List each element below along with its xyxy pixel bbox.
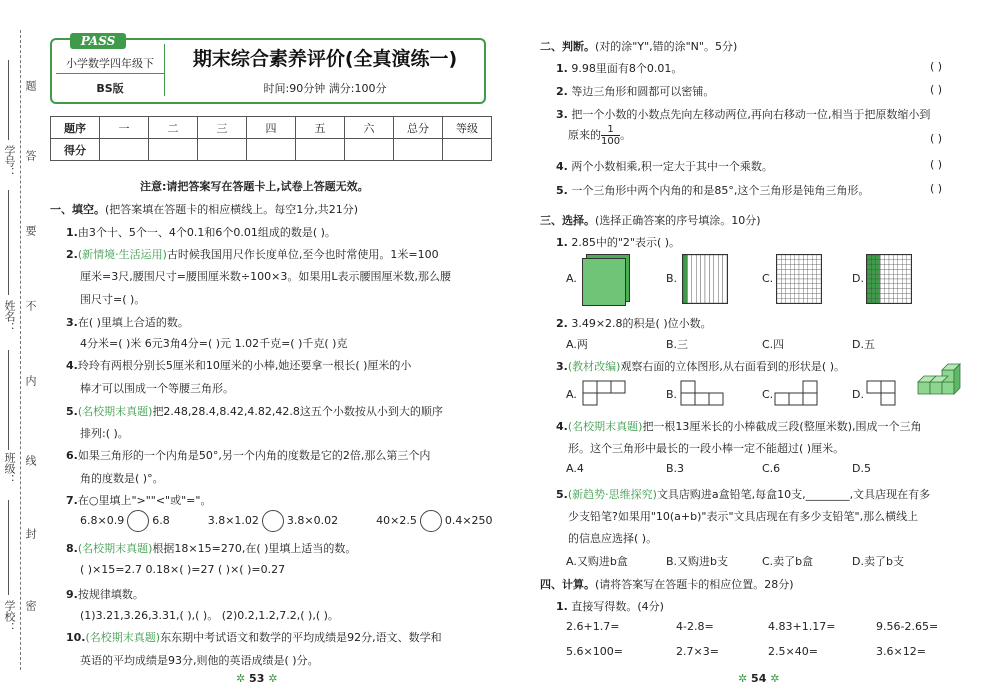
shape-c-icon xyxy=(774,380,822,406)
section-calc: 四、计算。(请将答案写在答题卡的相应位置。28分) xyxy=(540,578,794,591)
choice-4-b-opt[interactable]: B.3 xyxy=(666,462,685,475)
choice-2-a[interactable]: A.两 xyxy=(566,338,588,351)
question-line: 8.(名校期末真题)根据18×15=270,在( )里填上适当的数。 xyxy=(66,542,357,555)
question-line: 排列:( )。 xyxy=(80,427,129,440)
compare-circle[interactable] xyxy=(262,510,284,532)
question-line: 2.(新情境·生活运用)古时候我国用尺作长度单位,至今也时常使用。1米=100 xyxy=(66,248,439,261)
calc-item: 2.6+1.7= xyxy=(566,620,620,633)
question-line: 4分米=( )米 6元3角4分=( )元 1.02千克=( )千克( )克 xyxy=(80,337,348,350)
seal-word: 内 xyxy=(24,375,37,386)
question-line: 7.在○里填上">""<"或"="。 xyxy=(66,494,212,507)
choice-5: 5.(新趋势·思维探究)文具店购进a盒铅笔,每盒10支,________,文具店现在有多 xyxy=(556,488,931,501)
school-blank-line xyxy=(8,500,9,595)
score-cell[interactable] xyxy=(100,139,149,161)
leaf-icon: ✲ xyxy=(766,672,780,685)
id-label: 学号： xyxy=(3,145,16,178)
question-line: 9.按规律填数。 xyxy=(66,588,144,601)
leaf-icon: ✲ xyxy=(738,672,752,685)
judge-item: 4. 两个小数相乘,积一定大于其中一个乘数。 xyxy=(556,160,773,173)
score-head: 四 xyxy=(247,117,296,139)
question-line: 5.(名校期末真题)把2.48,28.4,8.42,4.82,42.8这五个小数按从小到大的顺序 xyxy=(66,405,443,418)
judge-item: 1. 9.98里面有8个0.01。 xyxy=(556,62,683,75)
fraction: $\frac{1}{100}$ xyxy=(601,124,621,147)
opt-b-label[interactable]: B. xyxy=(666,272,678,285)
question-line: 英语的平均成绩是93分,则他的英语成绩是( )分。 xyxy=(80,654,319,667)
choice-1: 1. 2.85中的"2"表示( )。 xyxy=(556,236,681,249)
choice-5-c: 的信息应选择( )。 xyxy=(568,532,658,545)
question-line: 10.(名校期末真题)东东期中考试语文和数学的平均成绩是92分,语文、数学和 xyxy=(66,631,442,644)
answer-paren[interactable]: ( ) xyxy=(930,158,943,171)
hundredths-grid-icon xyxy=(866,254,912,304)
score-row-label: 得分 xyxy=(51,139,100,161)
opt-d-label[interactable]: D. xyxy=(852,272,864,285)
score-head: 二 xyxy=(149,117,198,139)
opt-a-label[interactable]: A. xyxy=(566,272,577,285)
pass-logo: PASS xyxy=(70,33,126,49)
calc-item: 9.56-2.65= xyxy=(876,620,939,633)
judge-item: 3. 把一个小数的小数点先向左移动两位,再向右移动一位,相当于把原数缩小到 xyxy=(556,108,931,121)
page-title: 期末综合素养评价(全真演练一) xyxy=(192,48,458,70)
choice-3-d[interactable]: D. xyxy=(852,388,864,401)
question-line: 棒才可以围成一个等腰三角形。 xyxy=(80,382,234,395)
shape-d-icon xyxy=(866,380,900,406)
calc-item: 4.83+1.17= xyxy=(768,620,836,633)
answer-paren[interactable]: ( ) xyxy=(930,182,943,195)
header-split xyxy=(56,73,164,74)
class-label: 班级： xyxy=(3,452,16,485)
seal-word: 封 xyxy=(24,528,37,539)
judge-3-cont: 原来的 $\frac{1}{100}$ 。 xyxy=(568,124,632,147)
score-head: 题序 xyxy=(51,117,100,139)
answer-paren[interactable]: ( ) xyxy=(930,60,943,73)
seal-word: 题 xyxy=(24,80,37,91)
page-number-left: ✲ 53 ✲ xyxy=(236,672,278,685)
tenths-grid-icon xyxy=(682,254,728,304)
judge-item: 2. 等边三角形和圆都可以密铺。 xyxy=(556,85,715,98)
seal-word: 线 xyxy=(24,455,37,466)
seal-word: 不 xyxy=(24,300,37,311)
name-label: 姓名： xyxy=(3,300,16,333)
choice-2-c[interactable]: C.四 xyxy=(762,338,785,351)
choice-3: 3.(教材改编)观察右面的立体图形,从右面看到的形状是( )。 xyxy=(556,360,846,373)
question-line: 厘米=3尺,腰围尺寸=腰围厘米数÷100×3。如果用L表示腰围厘米数,那么腰 xyxy=(80,270,451,283)
score-head: 等级 xyxy=(443,117,492,139)
question-line: ( )×15=2.7 0.18×( )=27 ( )×( )=0.27 xyxy=(80,563,286,576)
calc-item: 2.5×40= xyxy=(768,645,818,658)
binding-dash-line xyxy=(20,30,21,670)
section-fill: 一、填空。(把答案填在答题卡的相应横线上。每空1分,共21分) xyxy=(50,203,359,216)
score-cell[interactable] xyxy=(198,139,247,161)
id-blank-line xyxy=(8,60,9,140)
score-cell[interactable] xyxy=(394,139,443,161)
choice-5-c-opt[interactable]: C.卖了b盒 xyxy=(762,555,814,568)
choice-2: 2. 3.49×2.8的积是( )位小数。 xyxy=(556,317,712,330)
question-line: (1)3.21,3.26,3.31,( ),( )。 (2)0.2,1.2,7.2,( ),( )。 xyxy=(80,609,339,622)
compare-circle[interactable] xyxy=(420,510,442,532)
score-head: 一 xyxy=(100,117,149,139)
seal-word: 答 xyxy=(24,150,37,161)
leaf-icon: ✲ xyxy=(236,672,250,685)
choice-3-c[interactable]: C. xyxy=(762,388,774,401)
page-number-right: ✲ 54 ✲ xyxy=(738,672,780,685)
section-judge: 二、判断。(对的涂"Y",错的涂"N"。5分) xyxy=(540,40,738,53)
question-line: 角的度数是( )°。 xyxy=(80,472,164,485)
shape-b-icon xyxy=(680,380,728,406)
question-line: 6.如果三角形的一个内角是50°,另一个内角的度数是它的2倍,那么第三个内 xyxy=(66,449,431,462)
choice-3-b[interactable]: B. xyxy=(666,388,678,401)
choice-4-b: 形。这个三角形中最长的一段小棒一定不能超过( )厘米。 xyxy=(568,442,845,455)
choice-4-d[interactable]: D.5 xyxy=(852,462,871,475)
name-blank-line xyxy=(8,190,9,295)
score-cell[interactable] xyxy=(247,139,296,161)
opt-c-label[interactable]: C. xyxy=(762,272,774,285)
compare-row: 6.8×0.9 6.8 3.8×1.02 3.8×0.02 40×2.5 0.4×250 xyxy=(80,510,493,532)
answer-paren[interactable]: ( ) xyxy=(930,132,943,145)
question-line: 4.玲玲有两根分别长5厘米和10厘米的小棒,她还要拿一根长( )厘米的小 xyxy=(66,359,412,372)
leaf-icon: ✲ xyxy=(264,672,278,685)
question-line: 3.在( )里填上合适的数。 xyxy=(66,316,189,329)
school-label: 学校： xyxy=(3,600,16,633)
score-cell[interactable] xyxy=(443,139,492,161)
section-choice: 三、选择。(选择正确答案的序号填涂。10分) xyxy=(540,214,761,227)
score-head: 总分 xyxy=(394,117,443,139)
hundredths-grid-icon xyxy=(776,254,822,304)
choice-4-c[interactable]: C.6 xyxy=(762,462,781,475)
choice-5-a[interactable]: A.又购进b盒 xyxy=(566,555,628,568)
choice-2-d[interactable]: D.五 xyxy=(852,338,875,351)
shape-a-icon xyxy=(582,380,640,406)
calc-item: 4-2.8= xyxy=(676,620,714,633)
score-cell[interactable] xyxy=(345,139,394,161)
notice: 注意:请把答案写在答题卡上,试卷上答题无效。 xyxy=(140,180,369,193)
seal-word: 要 xyxy=(24,225,37,236)
score-table xyxy=(50,116,492,161)
seal-word: 密 xyxy=(24,600,37,611)
calc-item: 3.6×12= xyxy=(876,645,926,658)
calc-item: 2.7×3= xyxy=(676,645,719,658)
cube-solid-icon xyxy=(912,360,968,400)
choice-5-d[interactable]: D.卖了b支 xyxy=(852,555,904,568)
score-head: 三 xyxy=(198,117,247,139)
calc-title: 1. 直接写得数。(4分) xyxy=(556,600,664,613)
choice-5-b: 少支铅笔?如果用"10(a+b)"表示"文具店现在有多少支铅笔",那么横线上 xyxy=(568,510,919,523)
binding-margin xyxy=(0,0,40,695)
score-head: 五 xyxy=(296,117,345,139)
grade-label: 小学数学四年级下 xyxy=(66,57,154,70)
question-line: 围尺寸=( )。 xyxy=(80,293,146,306)
choice-5-b-opt[interactable]: B.又购进b支 xyxy=(666,555,729,568)
time-score: 时间:90分钟 满分:100分 xyxy=(263,82,387,95)
score-cell[interactable] xyxy=(149,139,198,161)
compare-circle[interactable] xyxy=(127,510,149,532)
score-head: 六 xyxy=(345,117,394,139)
choice-4: 4.(名校期末真题)把一根13厘米长的小棒截成三段(整厘米数),围成一个三角 xyxy=(556,420,922,433)
choice-3-a[interactable]: A. xyxy=(566,388,577,401)
choice-4-a[interactable]: A.4 xyxy=(566,462,584,475)
calc-item: 5.6×100= xyxy=(566,645,623,658)
header-divider xyxy=(164,44,165,96)
question-line: 1.由3个十、5个一、4个0.1和6个0.01组成的数是( )。 xyxy=(66,226,336,239)
judge-item: 5. 一个三角形中两个内角的和是85°,这个三角形是钝角三角形。 xyxy=(556,184,870,197)
answer-paren[interactable]: ( ) xyxy=(930,83,943,96)
score-cell[interactable] xyxy=(296,139,345,161)
grid-square-icon xyxy=(582,258,626,306)
class-blank-line xyxy=(8,350,9,450)
choice-2-b[interactable]: B.三 xyxy=(666,338,689,351)
edition-label: BS版 xyxy=(96,82,124,95)
